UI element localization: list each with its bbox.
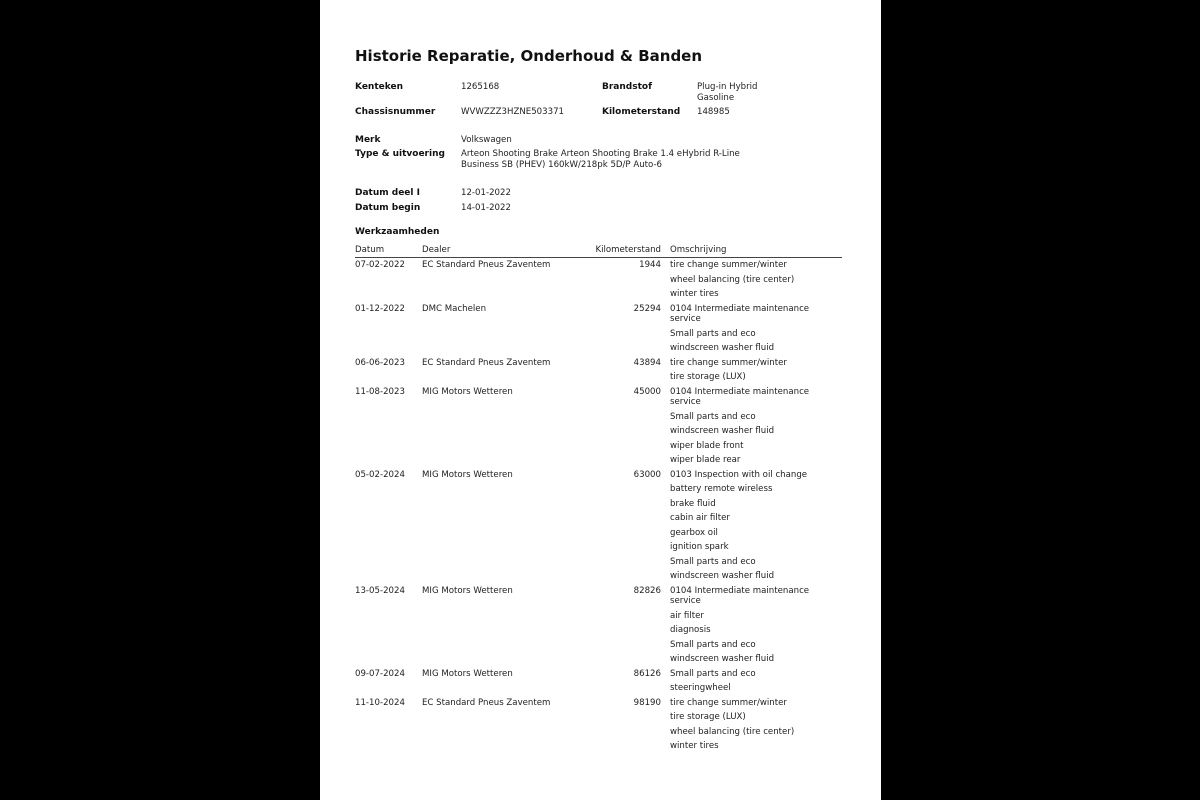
table-row: [355, 586, 842, 669]
description-item: tire storage (LUX): [670, 372, 746, 382]
description-item: tire change summer/winter: [670, 697, 787, 708]
column-header-description: Omschrijving: [670, 245, 727, 255]
type-label: Type & uitvoering: [355, 149, 445, 159]
brandstof-value-line: Gasoline: [697, 92, 735, 103]
row-date: 05-02-2024: [355, 469, 405, 480]
description-item: windscreen washer fluid: [670, 571, 775, 581]
description-item: windscreen washer fluid: [670, 426, 775, 436]
description-item: gearbox oil: [670, 527, 718, 538]
row-kilometerstand: 43894: [633, 357, 661, 368]
table-row: [355, 470, 842, 586]
column-header-dealer: Dealer: [422, 245, 451, 255]
row-dealer: MIG Motors Wetteren: [422, 668, 513, 679]
kilometerstand-label: Kilometerstand: [602, 107, 681, 117]
type-value-line: Arteon Shooting Brake Arteon Shooting Brake 1.4 eHybrid R-Line: [461, 149, 740, 159]
description-item: tire change summer/winter: [670, 357, 787, 368]
row-dealer: EC Standard Pneus Zaventem: [422, 357, 551, 368]
table-row: [355, 260, 842, 304]
row-date: 07-02-2022: [355, 260, 405, 270]
section-title: Werkzaamheden: [355, 227, 440, 237]
kenteken-label: Kenteken: [355, 82, 403, 92]
description-item: winter tires: [670, 741, 719, 751]
description-item: tire change summer/winter: [670, 260, 787, 270]
description-item: 0104 Intermediate maintenance service: [670, 585, 810, 606]
header-divider: [355, 257, 842, 258]
row-dealer: DMC Machelen: [422, 303, 487, 314]
row-dealer: EC Standard Pneus Zaventem: [422, 260, 551, 270]
document-title: Historie Reparatie, Onderhoud & Banden: [355, 47, 703, 65]
row-kilometerstand: 25294: [633, 303, 661, 314]
kilometerstand-value: 148985: [697, 107, 730, 117]
description-item: ignition spark: [670, 542, 729, 552]
description-item: battery remote wireless: [670, 484, 773, 494]
row-date: 06-06-2023: [355, 357, 405, 368]
column-header-date: Datum: [355, 245, 385, 255]
table-row: [355, 304, 842, 358]
row-date: 01-12-2022: [355, 303, 405, 314]
document-page: [320, 0, 881, 800]
row-dealer: EC Standard Pneus Zaventem: [422, 697, 551, 708]
row-dealer: MIG Motors Wetteren: [422, 386, 513, 397]
description-item: diagnosis: [670, 625, 711, 635]
description-item: steeringwheel: [670, 683, 731, 693]
description-item: Small parts and eco: [670, 328, 756, 339]
description-item: air filter: [670, 610, 704, 621]
description-item: Small parts and eco: [670, 639, 756, 650]
description-item: windscreen washer fluid: [670, 343, 775, 353]
row-kilometerstand: 1944: [639, 260, 661, 270]
description-item: 0104 Intermediate maintenance service: [670, 386, 810, 407]
table-row: [355, 698, 842, 756]
merk-value: Volkswagen: [461, 135, 512, 145]
kenteken-value: 1265168: [461, 82, 500, 92]
table-row: [355, 387, 842, 470]
row-date: 09-07-2024: [355, 668, 405, 679]
table-row: [355, 669, 842, 698]
description-item: brake fluid: [670, 498, 716, 509]
row-date: 11-08-2023: [355, 386, 405, 397]
description-item: Small parts and eco: [670, 556, 756, 567]
chassisnummer-value: WVWZZZ3HZNE503371: [461, 107, 565, 117]
row-date: 13-05-2024: [355, 585, 405, 596]
merk-label: Merk: [355, 135, 381, 145]
row-kilometerstand: 98190: [633, 697, 661, 708]
brandstof-value-line: Plug-in Hybrid: [697, 82, 758, 92]
row-kilometerstand: 63000: [633, 469, 661, 480]
description-item: 0103 Inspection with oil change: [670, 469, 808, 480]
row-dealer: MIG Motors Wetteren: [422, 469, 513, 480]
description-item: wheel balancing (tire center): [670, 274, 795, 285]
description-item: wheel balancing (tire center): [670, 726, 795, 737]
description-item: wiper blade rear: [670, 455, 741, 465]
row-kilometerstand: 45000: [633, 386, 661, 397]
datum-begin-value: 14-01-2022: [461, 203, 511, 213]
work-table: [355, 260, 842, 756]
datum-deel-label: Datum deel I: [355, 188, 420, 198]
datum-deel-value: 12-01-2022: [461, 188, 511, 198]
type-value-line: Business SB (PHEV) 160kW/218pk 5D/P Auto-6: [461, 159, 663, 170]
description-item: 0104 Intermediate maintenance service: [670, 303, 810, 324]
description-item: winter tires: [670, 289, 719, 299]
column-header-km: Kilometerstand: [595, 245, 661, 255]
row-date: 11-10-2024: [355, 697, 405, 708]
brandstof-value: [697, 82, 758, 103]
description-item: Small parts and eco: [670, 668, 756, 679]
description-item: Small parts and eco: [670, 411, 756, 422]
description-item: windscreen washer fluid: [670, 654, 775, 664]
type-value: [461, 149, 740, 170]
chassisnummer-label: Chassisnummer: [355, 107, 436, 117]
description-item: tire storage (LUX): [670, 712, 746, 722]
brandstof-label: Brandstof: [602, 82, 652, 92]
datum-begin-label: Datum begin: [355, 203, 421, 213]
description-item: wiper blade front: [670, 440, 744, 451]
row-kilometerstand: 82826: [633, 585, 661, 596]
row-dealer: MIG Motors Wetteren: [422, 585, 513, 596]
table-row: [355, 358, 842, 387]
row-kilometerstand: 86126: [633, 668, 661, 679]
description-item: cabin air filter: [670, 513, 730, 523]
